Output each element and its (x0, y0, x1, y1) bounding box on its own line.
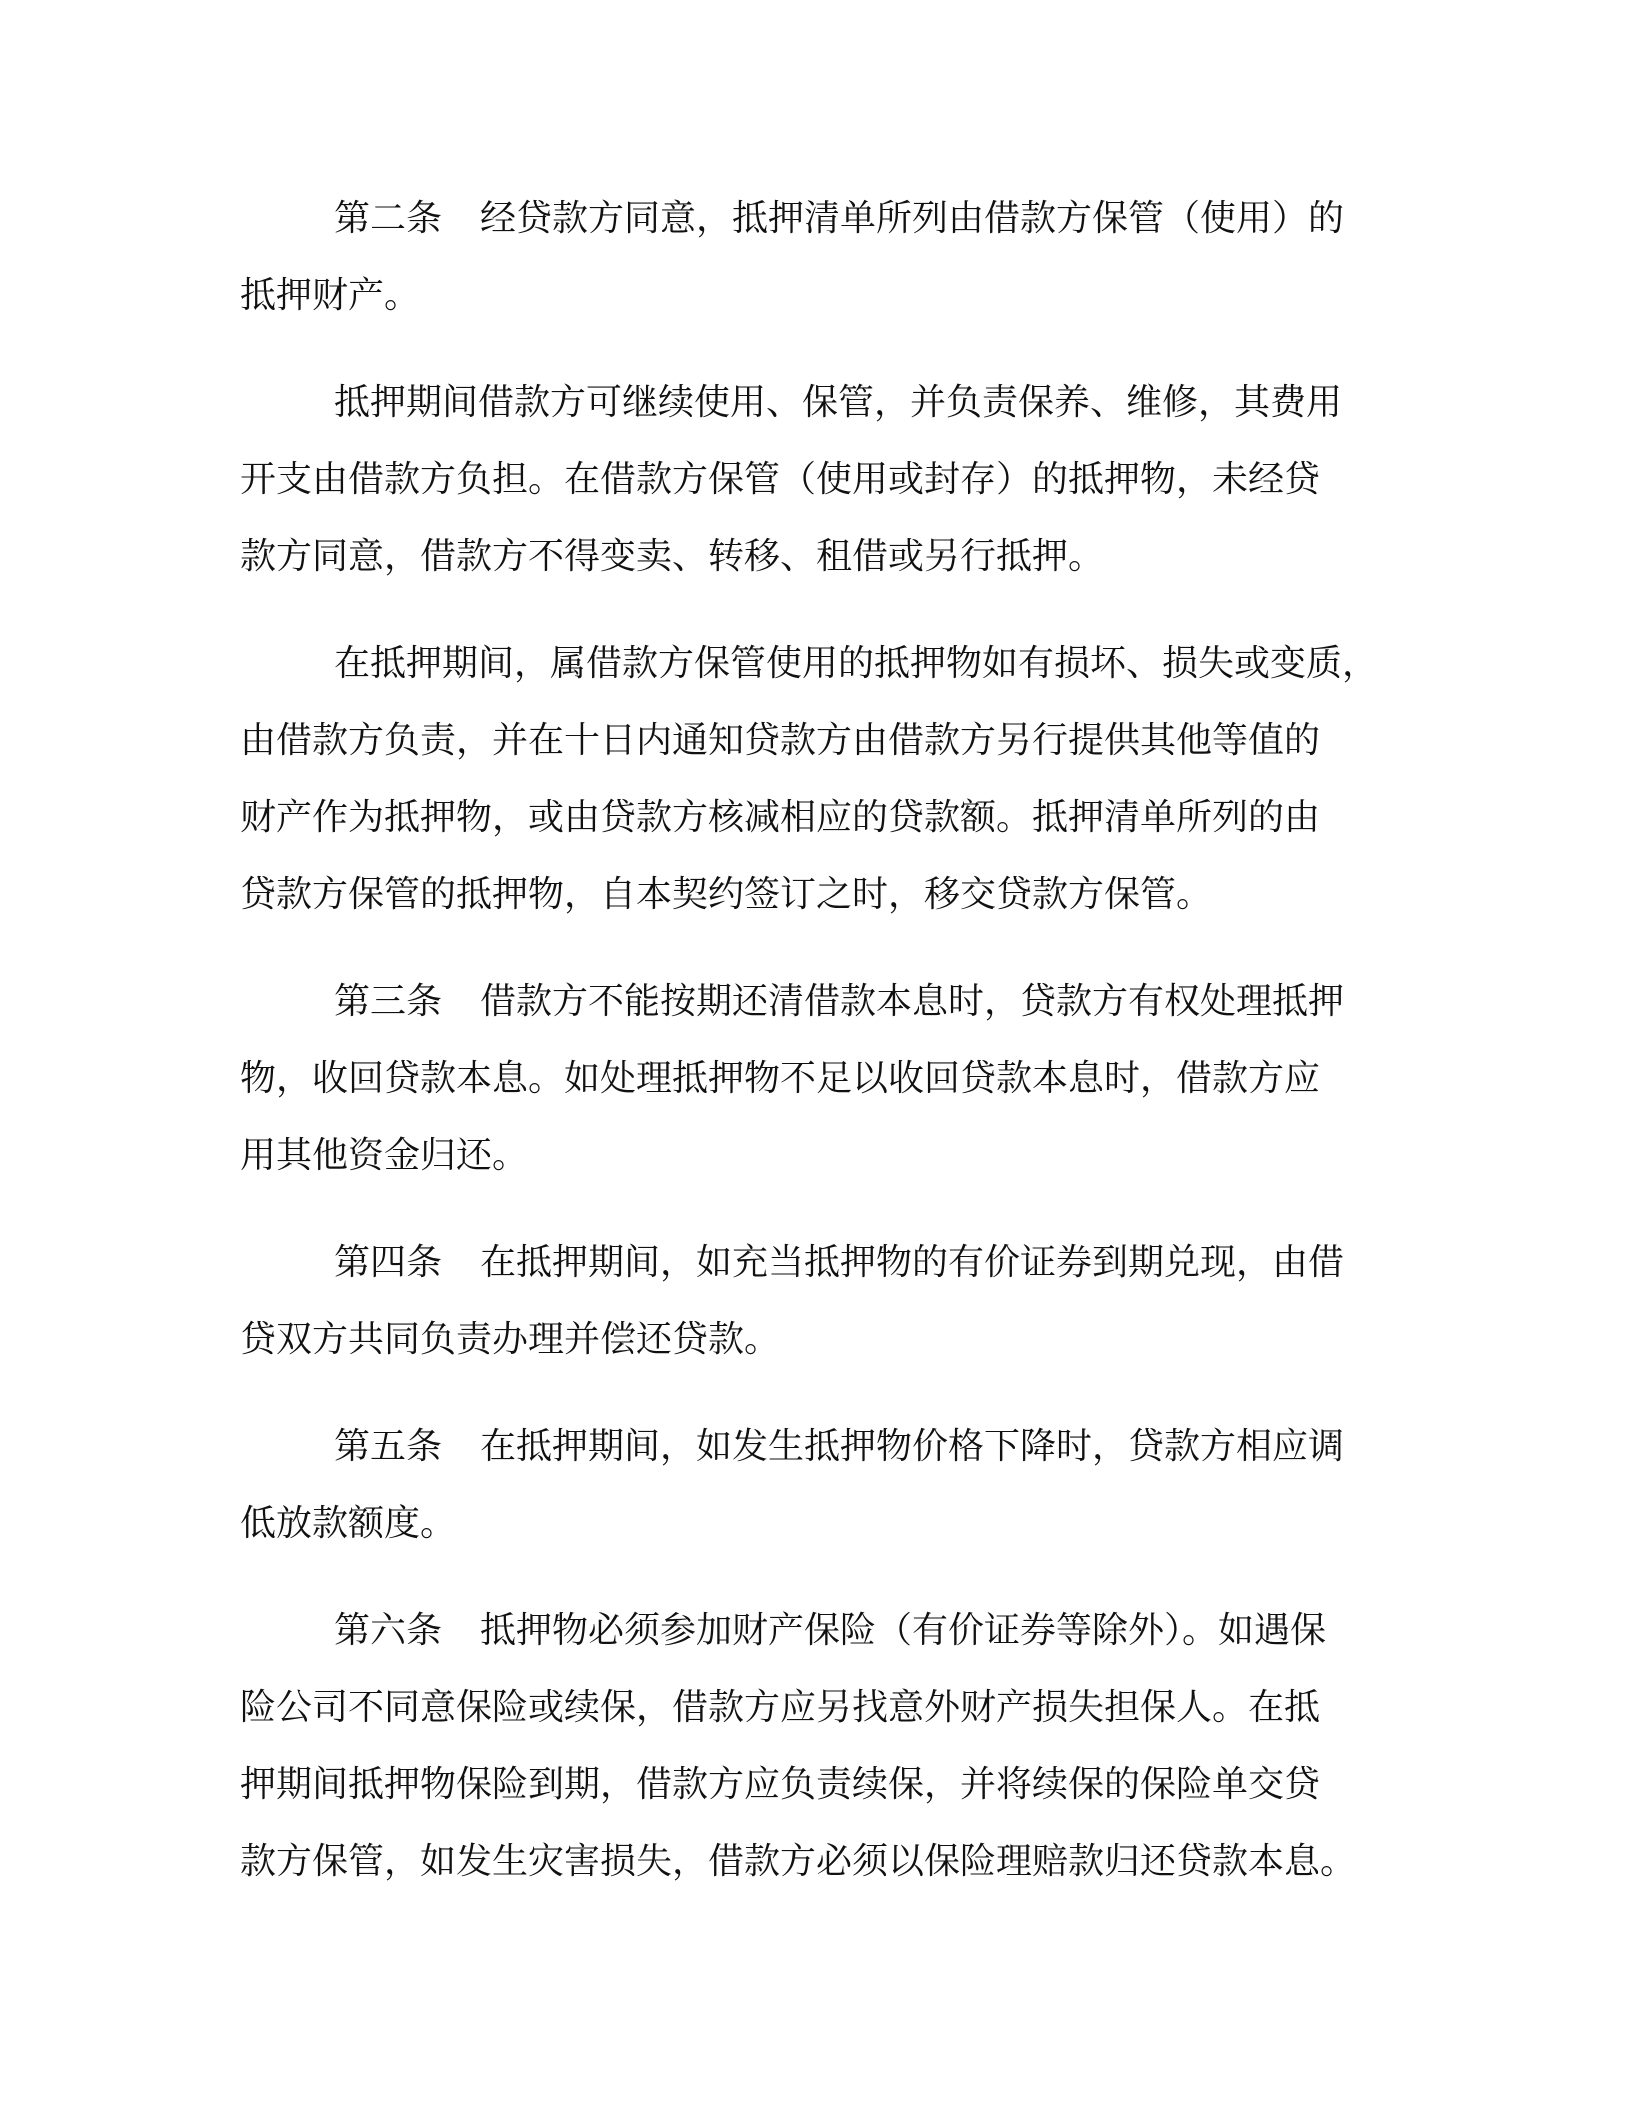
paragraph-line: 低放款额度。 (240, 1503, 457, 1544)
line-text: 在抵押期间，如发生抵押物价格下降时，贷款方相应调 (480, 1426, 1345, 1467)
paragraph-line: 在抵押期间，属借款方保管使用的抵押物如有损坏、损失或变质， (334, 643, 1379, 684)
article-number: 第六条 (334, 1610, 443, 1651)
paragraph-custody (240, 364, 1390, 595)
paragraph-line: 物，收回贷款本息。如处理抵押物不足以收回贷款本息时，借款方应 (240, 1058, 1321, 1099)
paragraph-line (240, 180, 1390, 257)
paragraph-article-6 (240, 1592, 1390, 1900)
article-number: 第四条 (334, 1242, 443, 1283)
paragraph-line: 贷款方保管的抵押物，自本契约签订之时，移交贷款方保管。 (240, 874, 1213, 915)
paragraph-line: 开支由借款方负担。在借款方保管（使用或封存）的抵押物，未经贷 (240, 459, 1321, 500)
paragraph-line: 贷双方共同负责办理并偿还贷款。 (240, 1319, 781, 1360)
paragraph-line (240, 1592, 1390, 1669)
line-text: 在抵押期间，如充当抵押物的有价证券到期兑现，由借 (480, 1242, 1345, 1283)
paragraph-line: 押期间抵押物保险到期，借款方应负责续保，并将续保的保险单交贷 (240, 1764, 1321, 1805)
line-text: 抵押物必须参加财产保险（有价证券等除外）。如遇保 (480, 1610, 1327, 1651)
paragraph-line: 用其他资金归还。 (240, 1135, 529, 1176)
paragraph-damage (240, 625, 1390, 933)
paragraph-article-3 (240, 963, 1390, 1194)
paragraph-line: 款方保管，如发生灾害损失，借款方必须以保险理赔款归还贷款本息。 (240, 1841, 1357, 1882)
article-number: 第二条 (334, 198, 443, 239)
article-number: 第三条 (334, 981, 443, 1022)
paragraph-line: 款方同意，借款方不得变卖、转移、租借或另行抵押。 (240, 536, 1105, 577)
document-page (240, 180, 1390, 1930)
line-text: 借款方不能按期还清借款本息时，贷款方有权处理抵押 (480, 981, 1345, 1022)
paragraph-line: 财产作为抵押物，或由贷款方核减相应的贷款额。抵押清单所列的由 (240, 797, 1321, 838)
article-number: 第五条 (334, 1426, 443, 1467)
paragraph-line (240, 963, 1390, 1040)
line-text: 经贷款方同意，抵押清单所列由借款方保管（使用）的 (480, 198, 1345, 239)
paragraph-line: 抵押期间借款方可继续使用、保管，并负责保养、维修，其费用 (334, 382, 1343, 423)
paragraph-line (240, 1408, 1390, 1485)
paragraph-line: 抵押财产。 (240, 275, 421, 316)
paragraph-line (240, 1224, 1390, 1301)
paragraph-line: 由借款方负责，并在十日内通知贷款方由借款方另行提供其他等值的 (240, 720, 1321, 761)
paragraph-line: 险公司不同意保险或续保，借款方应另找意外财产损失担保人。在抵 (240, 1687, 1321, 1728)
paragraph-article-2 (240, 180, 1390, 334)
paragraph-article-4 (240, 1224, 1390, 1378)
paragraph-article-5 (240, 1408, 1390, 1562)
